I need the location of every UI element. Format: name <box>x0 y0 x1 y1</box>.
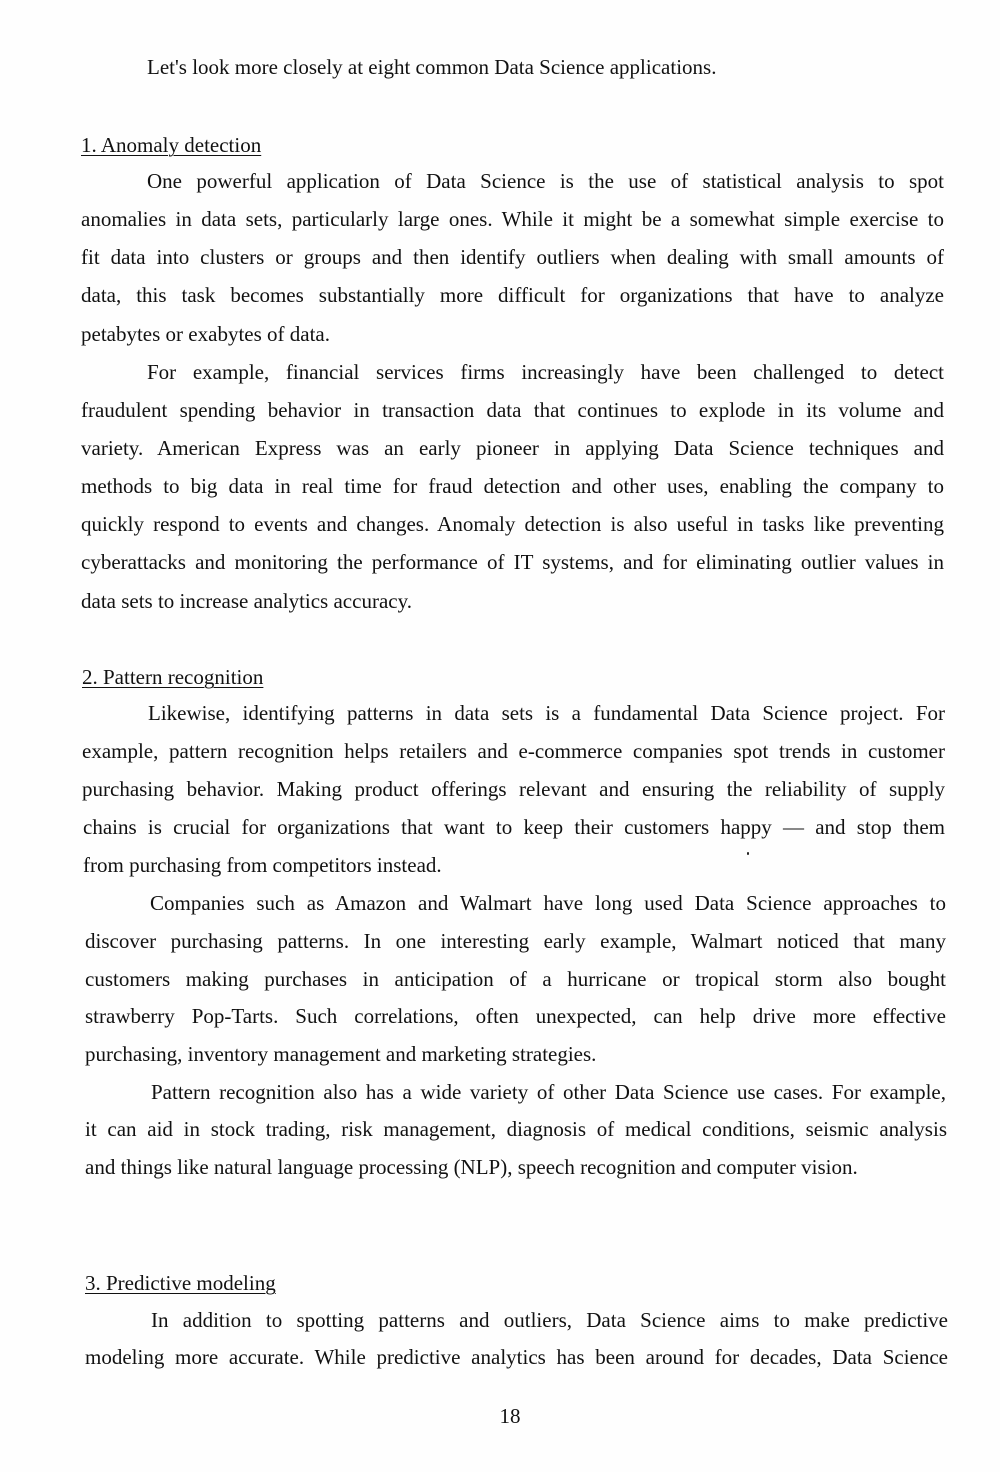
paragraph-line: fraudulent spending behavior in transaction data that continues to explode in its volume and <box>81 398 944 422</box>
section-heading-anomaly-detection: 1. Anomaly detection <box>81 133 262 157</box>
paragraph-line: data, this task becomes substantially more difficult for organizations that have to analyze <box>81 283 944 307</box>
scan-speck <box>747 852 749 855</box>
paragraph-line: anomalies in data sets, particularly large ones. While it might be a somewhat simple exercise to <box>81 207 944 231</box>
paragraph-line: chains is crucial for organizations that want to keep their customers happy — and stop them <box>83 815 945 839</box>
paragraph-line: Pattern recognition also has a wide variety of other Data Science use cases. For example, <box>151 1080 946 1104</box>
paragraph-line: variety. American Express was an early pioneer in applying Data Science techniques and <box>81 436 944 460</box>
paragraph-line: data sets to increase analytics accuracy. <box>81 589 412 613</box>
paragraph-line: For example, financial services firms increasingly have been challenged to detect <box>147 360 944 384</box>
paragraph-line: Likewise, identifying patterns in data sets is a fundamental Data Science project. For <box>148 701 945 725</box>
paragraph-line: One powerful application of Data Science is the use of statistical analysis to spot <box>147 169 944 193</box>
paragraph-line: quickly respond to events and changes. Anomaly detection is also useful in tasks like preventing <box>81 512 944 536</box>
paragraph-line: purchasing behavior. Making product offerings relevant and ensuring the reliability of supply <box>82 777 945 801</box>
paragraph-line: from purchasing from competitors instead. <box>83 853 442 877</box>
section-heading-pattern-recognition: 2. Pattern recognition <box>82 665 264 689</box>
section-heading-predictive-modeling: 3. Predictive modeling <box>85 1271 276 1295</box>
paragraph-line: methods to big data in real time for fraud detection and other uses, enabling the company to <box>81 474 944 498</box>
paragraph-line: strawberry Pop-Tarts. Such correlations, often unexpected, can help drive more effective <box>85 1004 946 1028</box>
paragraph-line: In addition to spotting patterns and outliers, Data Science aims to make predictive <box>151 1308 948 1332</box>
page-number: 18 <box>499 1404 521 1428</box>
paragraph-line: Companies such as Amazon and Walmart have long used Data Science approaches to <box>150 891 946 915</box>
paragraph-line: cyberattacks and monitoring the performance of IT systems, and for eliminating outlier values in <box>81 550 944 574</box>
paragraph-line: purchasing, inventory management and marketing strategies. <box>85 1042 597 1066</box>
paragraph-line: example, pattern recognition helps retailers and e-commerce companies spot trends in customer <box>82 739 945 763</box>
paragraph-line: discover purchasing patterns. In one interesting early example, Walmart noticed that many <box>85 929 946 953</box>
intro-text: Let's look more closely at eight common Data Science applications. <box>147 55 717 79</box>
paragraph-line: it can aid in stock trading, risk management, diagnosis of medical conditions, seismic analysis <box>85 1117 947 1141</box>
paragraph-line: and things like natural language processing (NLP), speech recognition and computer vision. <box>85 1155 858 1179</box>
paragraph-line: petabytes or exabytes of data. <box>81 322 330 346</box>
paragraph-line: modeling more accurate. While predictive analytics has been around for decades, Data Science <box>85 1345 948 1369</box>
paragraph-line: customers making purchases in anticipation of a hurricane or tropical storm also bought <box>85 967 946 991</box>
paragraph-line: fit data into clusters or groups and then identify outliers when dealing with small amounts of <box>81 245 944 269</box>
